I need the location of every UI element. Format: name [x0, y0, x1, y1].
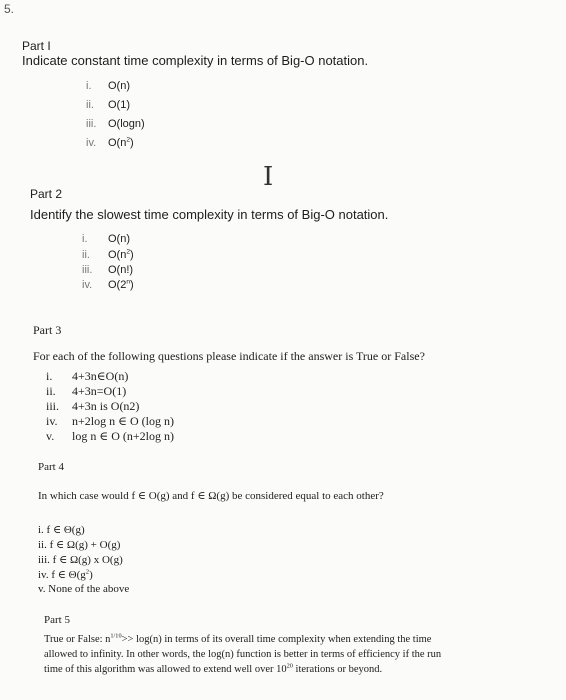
item-text: n+2log n ∈ O (log n): [72, 414, 174, 428]
part3-prompt: For each of the following questions please indicate if the answer is True or False?: [33, 349, 425, 363]
item-text: 4+3n∈O(n): [72, 369, 129, 383]
option-superscript: 2: [126, 136, 131, 144]
option-text: iii. f ∈ Ω(g) x O(g): [38, 554, 123, 566]
option-text: O(n: [108, 249, 127, 261]
part2-option-3[interactable]: [82, 264, 133, 276]
part2-option-2[interactable]: [82, 249, 134, 261]
part5-line-2: allowed to infinity. In other words, the log(n) function is better in terms of efficiency if the run: [44, 649, 442, 660]
option-numeral: iii.: [86, 118, 97, 130]
option-numeral: iii.: [82, 264, 93, 276]
part5-text: iterations or beyond.: [292, 664, 383, 675]
option-numeral: iv.: [86, 137, 97, 149]
part3-item-3[interactable]: [46, 399, 139, 414]
part3-item-1[interactable]: [46, 369, 128, 384]
part4-option-3[interactable]: [38, 553, 123, 566]
option-text-tail: ): [130, 137, 134, 149]
part1-prompt: Indicate constant time complexity in terms of Big-O notation.: [22, 53, 369, 68]
option-text-tail: ): [89, 569, 93, 581]
part3-heading: Part 3: [33, 323, 62, 337]
part1-option-1[interactable]: [86, 80, 130, 92]
part5-superscript: 1/10: [110, 632, 122, 640]
option-text: O(n): [108, 233, 130, 245]
option-superscript: 2: [85, 568, 90, 576]
option-numeral: i.: [86, 80, 92, 92]
item-text: 4+3n=O(1): [72, 384, 127, 398]
part5-line-3: [44, 664, 382, 675]
part4-option-2[interactable]: [38, 538, 120, 551]
part4-option-4[interactable]: [38, 568, 93, 581]
question-number: 5.: [4, 2, 15, 16]
option-text: O(1): [108, 99, 130, 111]
option-numeral: i.: [82, 233, 88, 245]
part5-text: time of this algorithm was allowed to extend well over 10: [44, 664, 287, 675]
option-text: iv. f ∈ Θ(g: [38, 569, 86, 581]
option-text-tail: ): [130, 249, 134, 261]
option-superscript: n: [126, 278, 131, 286]
part2-option-1[interactable]: [82, 233, 130, 245]
item-numeral: v.: [46, 429, 55, 443]
option-text: ii. f ∈ Ω(g) + O(g): [38, 539, 121, 551]
part5-line-1: [44, 634, 431, 645]
part2-prompt: Identify the slowest time complexity in terms of Big-O notation.: [30, 207, 389, 222]
item-numeral: iv.: [46, 414, 58, 428]
item-text: log n ∈ O (n+2log n): [72, 429, 174, 443]
option-numeral: iv.: [82, 279, 93, 291]
part1-option-3[interactable]: [86, 118, 145, 130]
item-numeral: ii.: [46, 384, 56, 398]
part5-heading: Part 5: [44, 614, 70, 626]
part1-option-4[interactable]: [86, 137, 134, 149]
part2-option-4[interactable]: [82, 279, 134, 291]
option-numeral: ii.: [86, 99, 94, 111]
item-numeral: iii.: [46, 399, 60, 413]
option-text: i. f ∈ Θ(g): [38, 524, 85, 536]
option-text: O(n!): [108, 264, 134, 276]
option-superscript: 2: [126, 248, 131, 256]
part4-option-5[interactable]: [38, 583, 129, 595]
part3-item-5[interactable]: [46, 429, 174, 444]
part4-option-1[interactable]: [38, 523, 85, 536]
option-text: O(n: [108, 137, 127, 149]
part1-option-2[interactable]: [86, 99, 130, 111]
part5-text: >> log(n) in terms of its overall time complexity when extending the time: [121, 634, 432, 645]
part4-prompt: In which case would f ∈ O(g) and f ∈ Ω(g) be considered equal to each other?: [38, 490, 384, 502]
part5-text: True or False: n: [44, 634, 111, 645]
item-text: 4+3n is O(n2): [72, 399, 140, 413]
item-numeral: i.: [46, 369, 53, 383]
option-numeral: ii.: [82, 249, 90, 261]
part3-item-4[interactable]: [46, 414, 174, 429]
text-cursor-icon: I: [263, 162, 274, 192]
option-text: O(logn): [108, 118, 145, 130]
part5-superscript: 20: [286, 662, 293, 670]
option-text: O(n): [108, 80, 130, 92]
part3-item-2[interactable]: [46, 384, 126, 399]
option-text: v. None of the above: [38, 583, 130, 595]
part1-heading: Part I: [22, 39, 51, 53]
part2-heading: Part 2: [30, 187, 63, 201]
option-text: O(2: [108, 279, 127, 291]
option-text-tail: ): [130, 279, 134, 291]
part4-heading: Part 4: [38, 461, 64, 473]
